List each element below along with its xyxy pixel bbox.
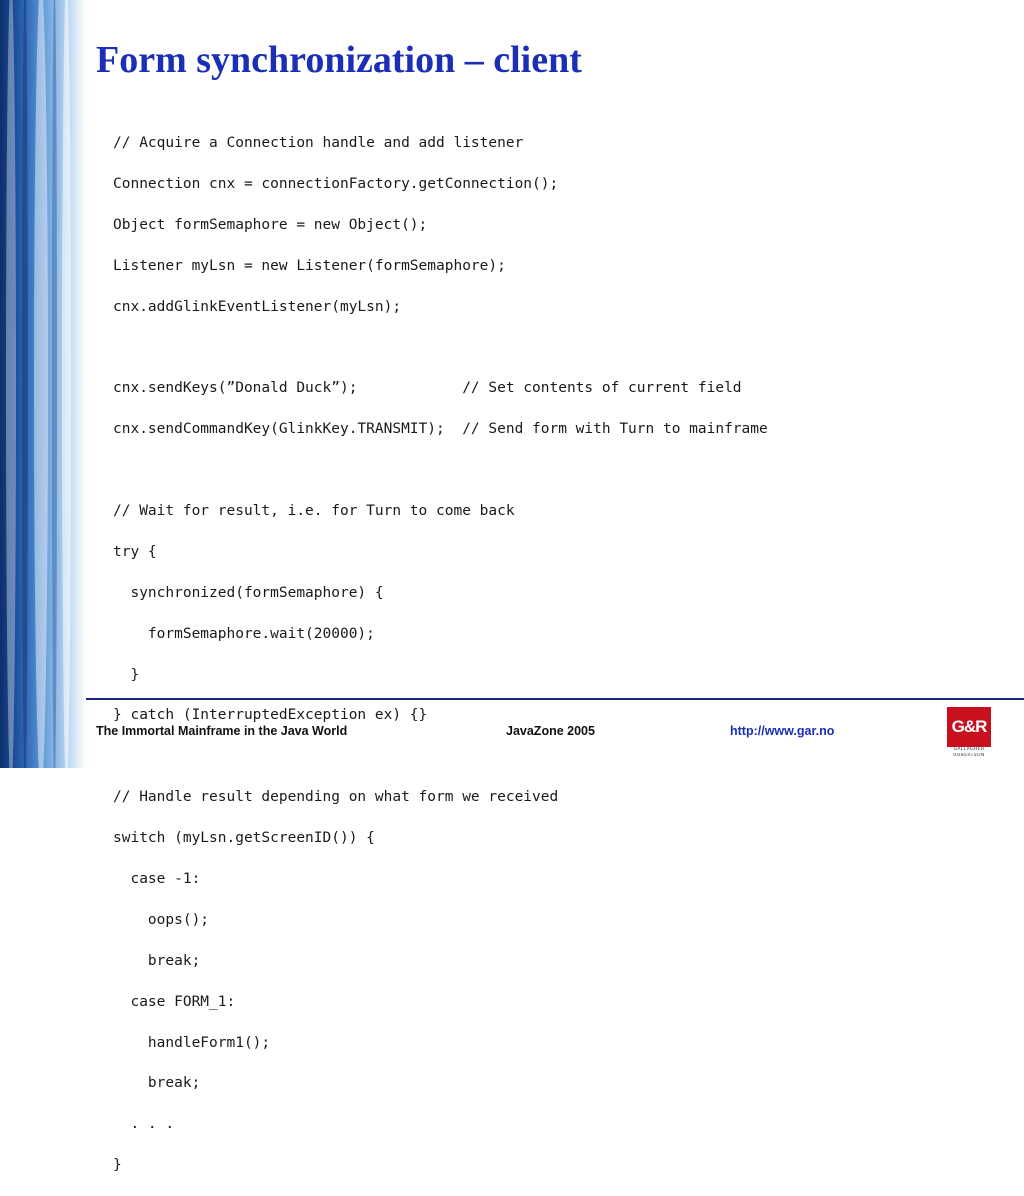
logo-mark: G&R xyxy=(947,707,991,747)
code-block xyxy=(113,133,768,1196)
side-streak xyxy=(34,0,48,768)
code-line: case FORM_1: xyxy=(113,993,236,1010)
footer-divider xyxy=(86,698,1024,700)
code-line: } xyxy=(113,1157,122,1174)
code-line: switch (myLsn.getScreenID()) { xyxy=(113,830,375,847)
code-line: // Acquire a Connection handle and add listener xyxy=(113,135,524,151)
slide-title: Form synchronization – client xyxy=(96,39,582,81)
code-line: . . . xyxy=(113,1116,175,1133)
code-line: // Wait for result, i.e. for Turn to come back xyxy=(113,503,515,520)
footer-presentation-title: The Immortal Mainframe in the Java World xyxy=(96,724,348,738)
side-streak xyxy=(22,0,28,768)
code-line: formSemaphore.wait(20000); xyxy=(113,625,375,642)
side-streak xyxy=(6,0,16,768)
code-line: break; xyxy=(113,952,201,969)
code-line: cnx.sendKeys(”Donald Duck”); // Set contents of current field xyxy=(113,380,742,397)
code-line: Listener myLsn = new Listener(formSemaphore); xyxy=(113,257,506,274)
decorative-side-artwork xyxy=(0,0,86,768)
code-line: Object formSemaphore = new Object(); xyxy=(113,216,428,233)
code-line: Connection cnx = connectionFactory.getConnection(); xyxy=(113,175,559,192)
code-line: cnx.addGlinkEventListener(myLsn); xyxy=(113,298,402,315)
code-line: oops(); xyxy=(113,911,210,928)
code-line xyxy=(113,460,768,480)
code-line: // Handle result depending on what form we received xyxy=(113,789,559,806)
company-logo xyxy=(947,707,991,761)
side-streak xyxy=(52,0,57,768)
code-line: case -1: xyxy=(113,871,201,888)
code-line: handleForm1(); xyxy=(113,1034,271,1051)
footer-website-link[interactable]: http://www.gar.no xyxy=(730,724,835,738)
side-streak xyxy=(62,0,71,768)
code-line: break; xyxy=(113,1075,201,1092)
code-line xyxy=(113,337,768,357)
code-line: synchronized(formSemaphore) { xyxy=(113,584,384,601)
code-line xyxy=(113,746,768,766)
logo-line-2: ROBERTSON xyxy=(953,753,985,758)
code-line: } catch (InterruptedException ex) {} xyxy=(113,707,428,724)
footer-event-name: JavaZone 2005 xyxy=(506,724,595,738)
code-line: cnx.sendCommandKey(GlinkKey.TRANSMIT); // Send form with Turn to mainframe xyxy=(113,421,768,438)
logo-line-1: GALLAGHER xyxy=(953,747,985,752)
code-line: try { xyxy=(113,543,157,560)
code-line: } xyxy=(113,666,140,683)
